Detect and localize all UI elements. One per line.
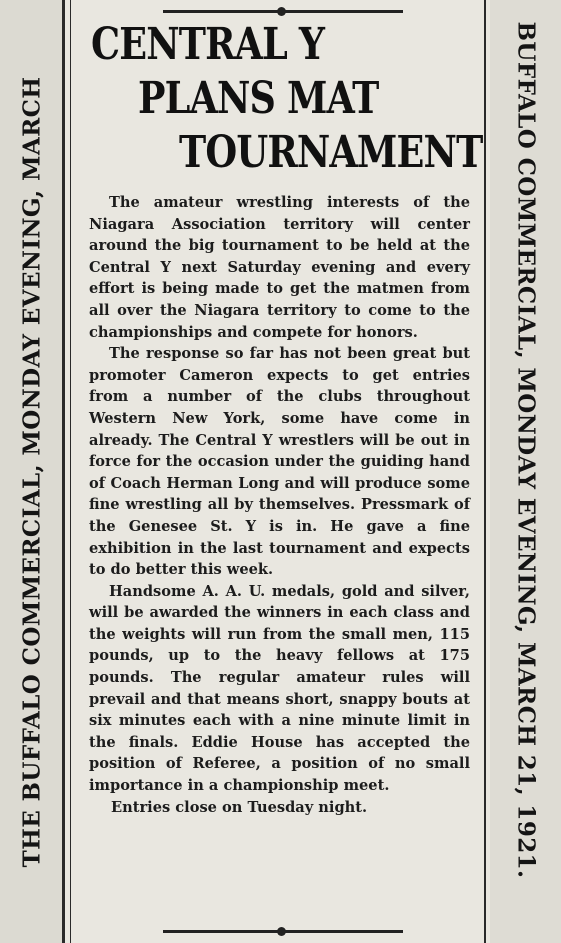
paragraph-4: Entries close on Tuesday night.: [111, 798, 368, 816]
right-margin: [490, 0, 561, 943]
divider-bullet: [277, 7, 286, 16]
left-column-rule: [62, 0, 65, 943]
headline-line-1: CENTRAL Y: [91, 19, 325, 70]
left-margin: [0, 0, 62, 943]
headline-line-2: PLANS MAT: [138, 73, 379, 124]
headline-line-3: TOURNAMENT: [179, 127, 483, 178]
article-body: [89, 192, 470, 818]
left-margin-dateline: THE BUFFALO COMMERCIAL, MONDAY EVENING, MARCH: [18, 76, 46, 868]
right-margin-dateline: BUFFALO COMMERCIAL, MONDAY EVENING, MARCH 21, 1921.: [512, 21, 540, 879]
paragraph-2: The response so far has not been great but promoter Cameron expects to get entries from a number of the clubs throughout Western New York, some have come in already. The Central Y wrestlers will be out in force for the occasion under the guiding hand of Coach Herman Long and will produce some fine wrestling all by themselves. Pressmark of the Genesee St. Y is in. He gave a fine exhibition in the last tournament and expects to do better this week.: [89, 345, 470, 579]
right-column-rule: [484, 0, 486, 943]
paragraph-1: The amateur wrestling interests of the Niagara Association territory will center around the big tournament to be held at the Central Y next Saturday evening and every effort is being made to get the matmen from all over the Niagara territory to come to the championships and compete for honors.: [89, 194, 470, 341]
article-clipping: [83, 0, 483, 943]
top-divider-rule: [163, 10, 403, 13]
bottom-divider-rule: [163, 930, 403, 933]
paragraph-3: Handsome A. A. U. medals, gold and silver, will be awarded the winners in each class and the weights will run from the small men, 115 pounds, up to the heavy fellows at 175 pounds. The regular amateur rules will prevail and that means short, snappy bouts at six minutes each with a nine minute limit in the finals. Eddie House has accepted the position of Referee, a position of no small importance in a championship meet.: [89, 582, 470, 795]
left-column-rule-inner: [70, 0, 71, 943]
divider-bullet: [277, 927, 286, 936]
